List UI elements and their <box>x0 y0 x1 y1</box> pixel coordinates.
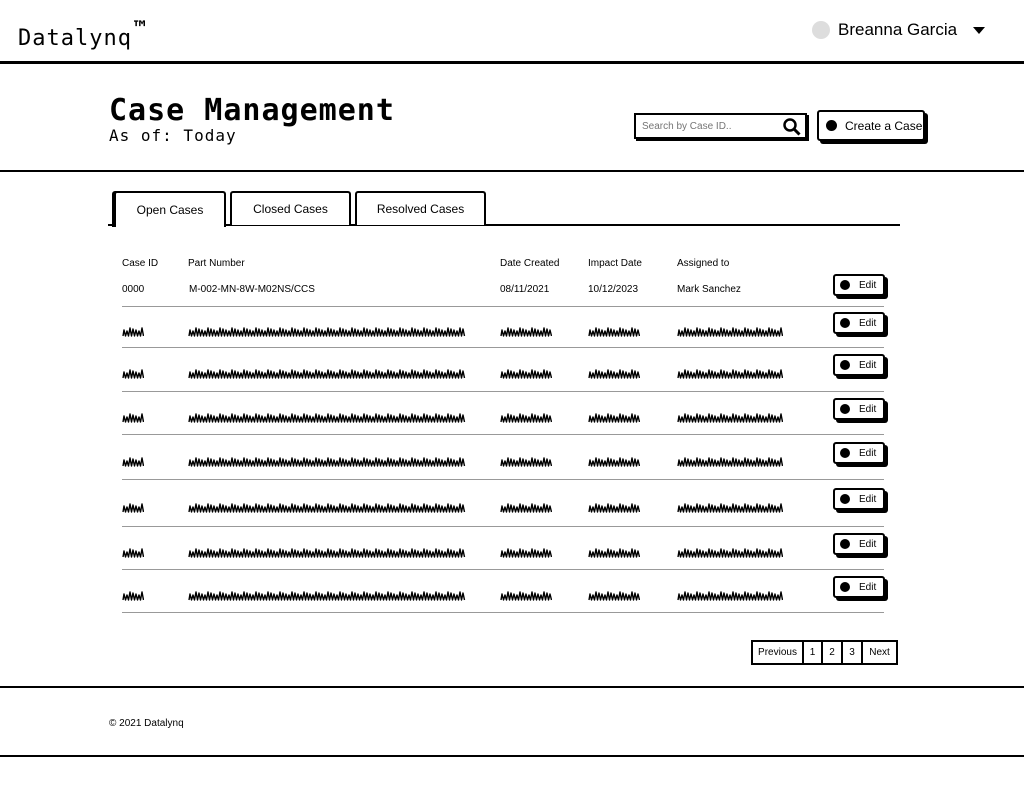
edit-label: Edit <box>859 581 877 593</box>
placeholder-text <box>188 365 466 377</box>
placeholder-text <box>500 409 552 421</box>
edit-button[interactable] <box>833 488 885 510</box>
tab-label: Resolved Cases <box>376 202 465 216</box>
trademark-mark: ™ <box>133 16 148 40</box>
placeholder-text <box>500 499 552 511</box>
next-page-button[interactable]: Next <box>861 640 898 665</box>
placeholder-text <box>588 499 640 511</box>
edit-button[interactable] <box>833 398 885 420</box>
tab-closed-cases[interactable] <box>230 191 351 225</box>
table-row <box>122 348 884 392</box>
placeholder-text <box>677 587 783 599</box>
assigned-to-cell: Mark Sanchez <box>677 284 741 295</box>
placeholder-text <box>122 499 144 511</box>
placeholder-text <box>677 453 783 465</box>
placeholder-text <box>188 544 466 556</box>
tab-resolved-cases[interactable] <box>355 191 486 225</box>
column-header-impact-date: Impact Date <box>588 258 642 269</box>
column-header-case-id: Case ID <box>122 258 159 269</box>
table-row <box>122 274 884 307</box>
title-band <box>0 66 1024 172</box>
case-id-cell: 0000 <box>122 284 145 295</box>
bullet-icon <box>840 539 850 549</box>
impact-date-cell: 10/12/2023 <box>588 284 639 295</box>
placeholder-text <box>588 323 640 335</box>
date-created-cell: 08/11/2021 <box>500 284 550 295</box>
placeholder-text <box>122 409 144 421</box>
placeholder-text <box>677 544 783 556</box>
placeholder-text <box>677 499 783 511</box>
placeholder-text <box>122 453 144 465</box>
top-bar <box>0 0 1024 64</box>
placeholder-text <box>500 365 552 377</box>
edit-label: Edit <box>859 493 877 505</box>
table-row <box>122 392 884 435</box>
placeholder-text <box>500 544 552 556</box>
page-title: Case Management <box>109 93 395 128</box>
placeholder-text <box>188 323 466 335</box>
bullet-icon <box>840 404 850 414</box>
placeholder-text <box>500 453 552 465</box>
user-name: Breanna Garcia <box>838 20 958 39</box>
placeholder-text <box>188 409 466 421</box>
placeholder-text <box>677 409 783 421</box>
bullet-icon <box>840 582 850 592</box>
placeholder-text <box>588 409 640 421</box>
edit-button[interactable] <box>833 354 885 376</box>
page-3-button[interactable]: 3 <box>841 640 863 665</box>
previous-page-button[interactable]: Previous <box>751 640 804 665</box>
table-row <box>122 435 884 480</box>
placeholder-text <box>188 499 466 511</box>
page-subtitle: As of: Today <box>109 126 237 145</box>
table-row <box>122 527 884 570</box>
placeholder-text <box>588 453 640 465</box>
bullet-icon <box>826 120 837 131</box>
edit-label: Edit <box>859 279 877 291</box>
search-icon[interactable] <box>782 117 802 141</box>
table-row <box>122 480 884 527</box>
placeholder-text <box>188 453 466 465</box>
edit-button[interactable] <box>833 442 885 464</box>
placeholder-text <box>500 323 552 335</box>
case-tabs <box>108 191 900 226</box>
bullet-icon <box>840 280 850 290</box>
tab-label: Closed Cases <box>253 202 328 216</box>
page-2-button[interactable]: 2 <box>821 640 843 665</box>
footer <box>0 686 1024 757</box>
create-case-button[interactable] <box>817 110 925 141</box>
placeholder-text <box>500 587 552 599</box>
table-row <box>122 307 884 348</box>
placeholder-text <box>122 323 144 335</box>
bullet-icon <box>840 318 850 328</box>
edit-button[interactable] <box>833 312 885 334</box>
table-row <box>122 570 884 613</box>
tab-label: Open Cases <box>136 203 204 217</box>
edit-button[interactable] <box>833 576 885 598</box>
placeholder-text <box>122 587 144 599</box>
search-input[interactable] <box>636 121 781 132</box>
column-header-part-number: Part Number <box>188 258 245 269</box>
brand-name: Datalynq <box>18 26 132 51</box>
placeholder-text <box>122 365 144 377</box>
placeholder-text <box>588 365 640 377</box>
placeholder-text <box>588 544 640 556</box>
edit-button[interactable] <box>833 274 885 296</box>
edit-label: Edit <box>859 538 877 550</box>
copyright-text: © 2021 Datalynq <box>109 718 184 729</box>
placeholder-text <box>122 544 144 556</box>
bullet-icon <box>840 448 850 458</box>
create-case-label: Create a Case <box>845 118 923 133</box>
chevron-down-icon[interactable] <box>973 27 985 34</box>
user-menu[interactable] <box>812 20 985 40</box>
search-box[interactable] <box>634 113 807 139</box>
pagination <box>751 640 898 665</box>
page-1-button[interactable]: 1 <box>802 640 823 665</box>
column-header-assigned-to: Assigned to <box>677 258 730 269</box>
edit-label: Edit <box>859 447 877 459</box>
placeholder-text <box>188 587 466 599</box>
part-number-cell: M-002-MN-8W-M02NS/CCS <box>189 284 315 295</box>
avatar <box>812 21 830 39</box>
tab-open-cases[interactable] <box>114 191 226 227</box>
placeholder-text <box>588 587 640 599</box>
bullet-icon <box>840 360 850 370</box>
bullet-icon <box>840 494 850 504</box>
placeholder-text <box>677 323 783 335</box>
placeholder-text <box>677 365 783 377</box>
column-header-date-created: Date Created <box>500 258 560 269</box>
edit-label: Edit <box>859 403 877 415</box>
brand-logo[interactable] <box>18 16 147 51</box>
edit-label: Edit <box>859 359 877 371</box>
edit-label: Edit <box>859 317 877 329</box>
edit-button[interactable] <box>833 533 885 555</box>
